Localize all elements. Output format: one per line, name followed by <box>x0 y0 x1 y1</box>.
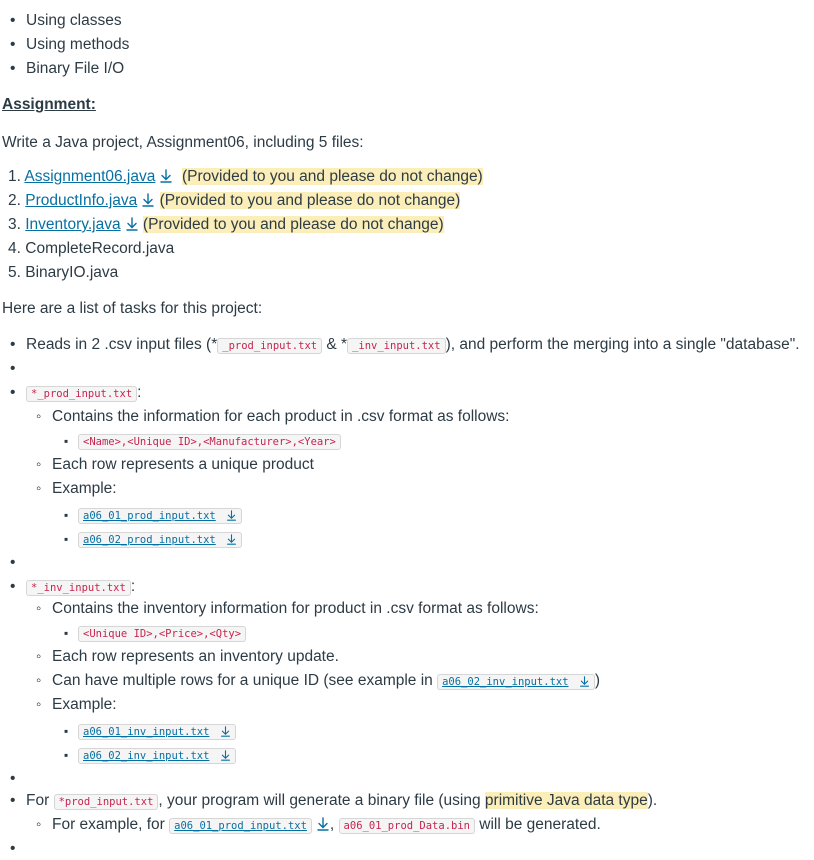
task-item <box>26 334 800 357</box>
prod-format-code: <Name>,<Unique ID>,<Manufacturer>,<Year> <box>78 434 341 450</box>
prod-file-code <box>78 508 242 524</box>
inv-example: ◦ Example: <box>52 694 117 716</box>
binary-highlight: primitive Java data type <box>484 792 648 809</box>
prod-example-file <box>78 504 242 527</box>
file-item <box>8 238 174 260</box>
binary-example-text: will be generated. <box>474 816 601 833</box>
inv-example-file <box>78 720 236 743</box>
prod-file-code <box>78 532 242 548</box>
inv-file-link[interactable]: a06_02_inv_input.txt <box>83 750 210 762</box>
file-link[interactable]: Assignment06.java <box>24 168 156 185</box>
prod-format-item <box>78 430 341 453</box>
binary-example-text: For example, for <box>52 816 170 833</box>
file-number: 1. <box>8 168 21 185</box>
inv-section <box>26 576 135 599</box>
download-icon[interactable] <box>226 534 237 545</box>
colon: : <box>130 578 136 595</box>
prod-file-link[interactable]: a06_01_prod_input.txt <box>83 510 216 522</box>
file-number: 2. <box>8 192 21 209</box>
file-item <box>8 214 444 236</box>
prod-section <box>26 382 141 405</box>
binary-item <box>26 790 657 813</box>
download-icon[interactable] <box>579 676 590 687</box>
inv-file-code <box>78 748 236 764</box>
intro-item <box>26 58 124 80</box>
write-line: Write a Java project, Assignment06, including 5 files: <box>2 134 364 151</box>
prod-file-link[interactable]: a06_02_prod_input.txt <box>83 534 216 546</box>
prod-code: *_prod_input.txt <box>26 386 137 402</box>
download-icon[interactable] <box>220 750 231 761</box>
file-note: (Provided to you and please do not change) <box>142 216 444 233</box>
download-icon[interactable] <box>125 217 139 231</box>
file-link[interactable]: Inventory.java <box>25 216 121 233</box>
prod-contains: ◦ Contains the information for each product in .csv format as follows: <box>52 406 509 428</box>
binary-text: For <box>26 792 54 809</box>
file-number: 3. <box>8 216 21 233</box>
binary-example <box>52 814 601 837</box>
prod-example: ◦ Example: <box>52 478 117 500</box>
inv-multi-code <box>437 674 595 690</box>
file-item <box>8 166 483 188</box>
intro-item <box>26 10 122 32</box>
assignment-heading: Assignment: <box>2 96 96 113</box>
file-number: 4. <box>8 240 21 257</box>
download-icon[interactable] <box>226 510 237 521</box>
inv-file-link[interactable]: a06_01_inv_input.txt <box>83 726 210 738</box>
inv-row: ◦ Each row represents an inventory update. <box>52 646 339 668</box>
inv-example-file <box>78 744 236 767</box>
file-link[interactable]: ProductInfo.java <box>25 192 138 209</box>
binary-output-code: a06_01_prod_Data.bin <box>339 818 475 834</box>
intro-text: Binary File I/O <box>26 60 125 77</box>
inv-contains: ◦ Contains the inventory information for product in .csv format as follows: <box>52 598 539 620</box>
file-name: CompleteRecord.java <box>25 240 175 257</box>
inv-format-item <box>78 622 246 645</box>
binary-code: *prod_input.txt <box>54 794 159 810</box>
download-icon[interactable] <box>141 193 155 207</box>
task-text: ), and perform the merging into a single "database". <box>445 336 800 353</box>
download-icon[interactable] <box>316 817 330 831</box>
binary-text: ). <box>647 792 658 809</box>
file-item <box>8 190 460 212</box>
binary-example-text: , <box>329 816 339 833</box>
inv-multi-text: Can have multiple rows for a unique ID (see example in <box>52 672 438 689</box>
file-note: (Provided to you and please do not change) <box>181 168 483 185</box>
intro-text: Using classes <box>26 12 122 29</box>
inv-multi-text: ) <box>594 672 601 689</box>
download-icon[interactable] <box>159 169 173 183</box>
inv-input-code: _inv_input.txt <box>347 338 446 354</box>
colon: : <box>137 384 142 401</box>
prod-row: ◦ Each row represents a unique product <box>52 454 314 476</box>
binary-text: , your program will generate a binary file (using <box>158 792 485 809</box>
file-note: (Provided to you and please do not change) <box>159 192 461 209</box>
inv-code: *_inv_input.txt <box>26 580 131 596</box>
inv-multi-link[interactable]: a06_02_inv_input.txt <box>442 676 569 688</box>
binary-example-link[interactable]: a06_01_prod_input.txt <box>174 820 307 832</box>
file-name: BinaryIO.java <box>25 264 119 281</box>
inv-file-code <box>78 724 236 740</box>
binary-example-code <box>169 818 312 834</box>
file-item <box>8 262 118 284</box>
prod-example-file <box>78 528 242 551</box>
intro-item <box>26 34 129 56</box>
tasks-intro: Here are a list of tasks for this project: <box>2 300 263 317</box>
task-text: Reads in 2 .csv input files (* <box>26 336 218 353</box>
intro-text: Using methods <box>26 36 130 53</box>
download-icon[interactable] <box>220 726 231 737</box>
prod-input-code: _prod_input.txt <box>217 338 322 354</box>
inv-multi <box>52 670 600 693</box>
file-number: 5. <box>8 264 21 281</box>
task-text: & * <box>322 336 348 353</box>
inv-format-code: <Unique ID>,<Price>,<Qty> <box>78 626 246 642</box>
